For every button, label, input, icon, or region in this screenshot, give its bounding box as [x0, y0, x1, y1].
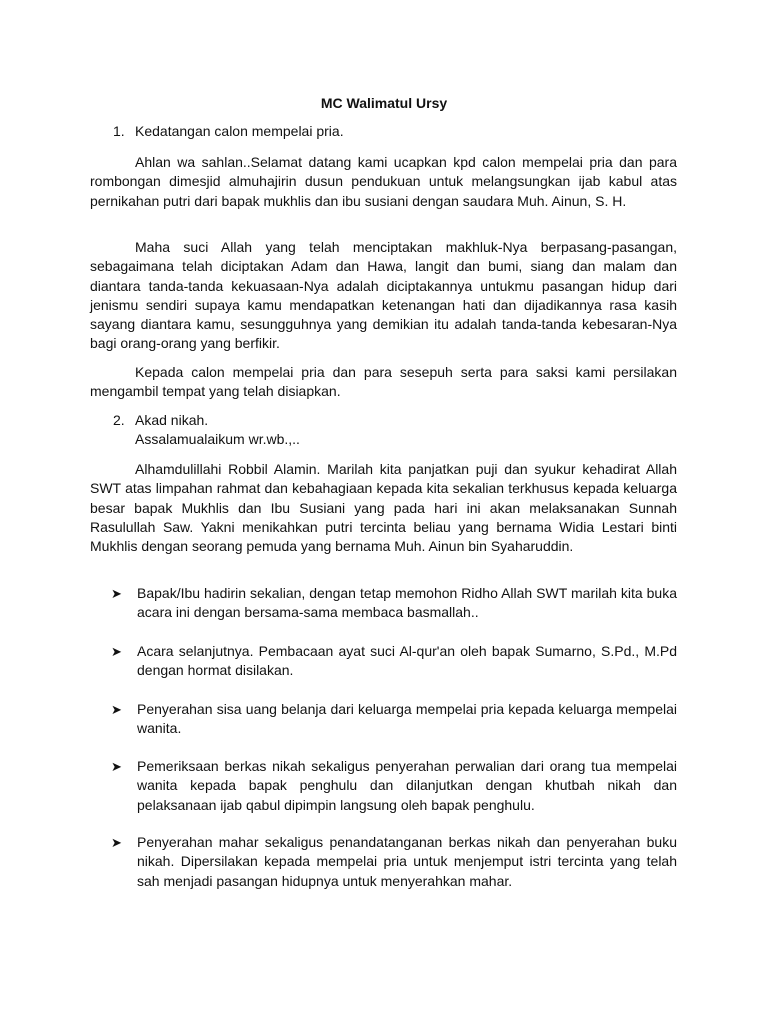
section-2-heading-text: Akad nikah. — [135, 412, 209, 428]
section-2-number: 2. — [113, 412, 125, 428]
section-1-paragraph-allah: Maha suci Allah yang telah menciptakan makhluk-Nya berpasang-pasangan, sebagaimana telah diciptakan Adam dan Hawa, langit dan bumi, siang dan malam dan diantara tanda-tanda kekuasaan-Nya adalah diciptakannya untukmu pasangan hidup dari jenismu sendiri supaya kamu mendapatkan ketenangan hati dan dijadikannya rasa kasih sayang diantara kamu, sesungguhnya yang demikian itu adalah tanda-tanda kebesaran-Nya bagi orang-orang yang berfikir. — [90, 239, 677, 352]
arrowhead-bullet-icon: ➤ — [111, 644, 122, 659]
document-title: MC Walimatul Ursy — [320, 95, 448, 111]
bullet-item — [111, 584, 677, 623]
arrowhead-bullet-icon: ➤ — [111, 835, 122, 850]
section-1-heading — [90, 122, 677, 141]
section-1-paragraph-invitation: Kepada calon mempelai pria dan para sesepuh serta para saksi kami persilakan mengambil tempat yang telah disiapkan. — [90, 364, 677, 400]
section-1-heading-text: Kedatangan calon mempelai pria. — [135, 123, 344, 139]
section-2-greeting: Assalamualaikum wr.wb.,.. — [135, 431, 300, 447]
section-2-paragraph-hamdalah: Alhamdulillahi Robbil Alamin. Marilah kita panjatkan puji dan syukur kehadirat Allah SWT atas limpahan rahmat dan kebahagiaan kepada kita sekalian terkhusus kepada keluarga besar bapak Mukhlis dan Ibu Susiani yang pada hari ini akan melaksanakan Sunnah Rasulullah Saw. Yakni menikahkan putri tercinta beliau yang bernama Widia Lestari binti Mukhlis dengan seorang pemuda yang bernama Muh. Ainun bin Syaharuddin. — [90, 461, 677, 555]
bullet-item — [111, 642, 677, 681]
arrowhead-bullet-icon: ➤ — [111, 759, 122, 774]
bullet-text: Acara selanjutnya. Pembacaan ayat suci Al-qur'an oleh bapak Sumarno, S.Pd., M.Pd dengan hormat disilakan. — [137, 643, 677, 679]
bullet-item — [111, 700, 677, 739]
bullet-item — [111, 757, 677, 815]
bullet-item — [111, 833, 677, 891]
section-2-heading — [90, 411, 677, 430]
bullet-text: Penyerahan sisa uang belanja dari keluarga mempelai pria kepada keluarga mempelai wanita. — [137, 701, 677, 737]
section-1-paragraph-welcome: Ahlan wa sahlan..Selamat datang kami ucapkan kpd calon mempelai pria dan para rombongan dimesjid almuhajirin dusun pendukuan untuk melangsungkan ijab kabul atas pernikahan putri dari bapak mukhlis dan ibu susiani dengan saudara Muh. Ainun, S. H. — [90, 154, 677, 209]
arrowhead-bullet-icon: ➤ — [111, 702, 122, 717]
arrowhead-bullet-icon: ➤ — [111, 586, 122, 601]
section-1-number: 1. — [113, 123, 125, 139]
bullet-text: Penyerahan mahar sekaligus penandatanganan berkas nikah dan penyerahan buku nikah. Dipersilakan kepada mempelai pria untuk menjemput istri tercinta yang telah sah menjadi pasangan hidupnya untuk menyerahkan mahar. — [137, 834, 677, 889]
bullet-text: Pemeriksaan berkas nikah sekaligus penyerahan perwalian dari orang tua mempelai wanita kepada bapak penghulu dan dilanjutkan dengan khutbah nikah dan pelaksanaan ijab qabul dipimpin langsung oleh bapak penghulu. — [137, 758, 677, 813]
bullet-text: Bapak/Ibu hadirin sekalian, dengan tetap memohon Ridho Allah SWT marilah kita buka acara ini dengan bersama-sama membaca basmallah.. — [137, 585, 677, 621]
